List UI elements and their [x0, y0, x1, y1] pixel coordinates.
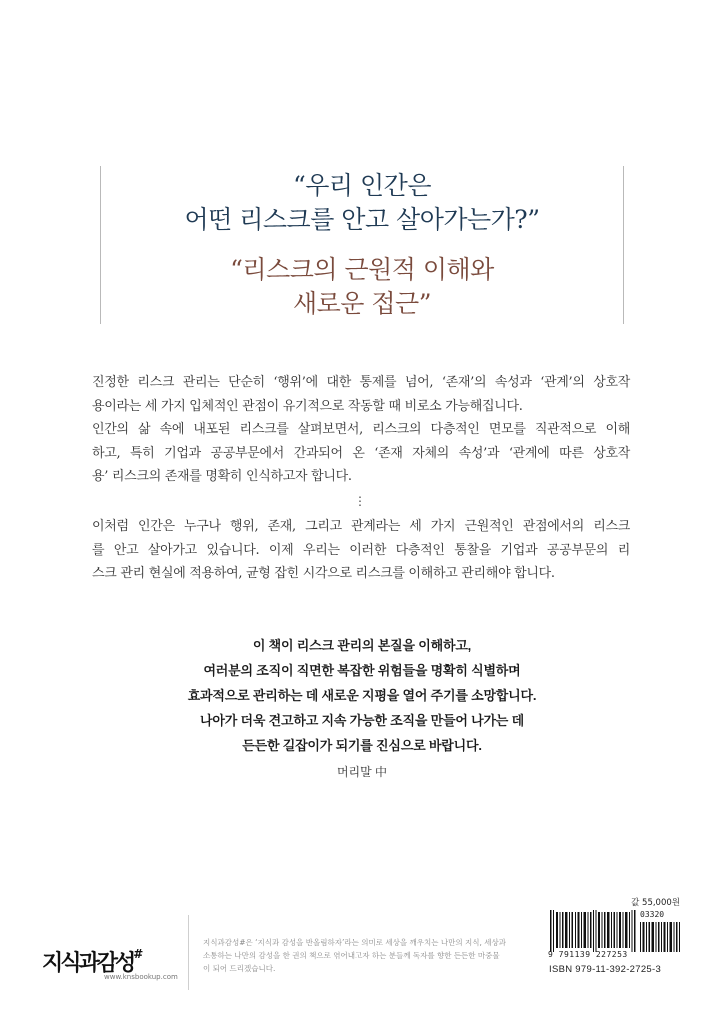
barcode-addon-code: 03320: [640, 910, 665, 919]
body-line: 하고, 특히 기업과 공공부문에서 간과되어 온 ‘존재 자체의 속성’과 ‘관계에 따른 상호작: [92, 445, 630, 461]
body-line: 진정한 리스크 관리는 단순히 ‘행위’에 대한 통제를 넘어, ‘존재’의 속성과 ‘관계’의 상호작: [92, 375, 630, 390]
publisher-note-line: 이 되어 드리겠습니다.: [203, 964, 276, 973]
footer-divider: [188, 915, 189, 990]
body-line: 용이라는 세 가지 입체적인 관점이 유기적으로 작동할 때 비로소 가능해집니다.: [92, 398, 523, 414]
body-line: 스크 관리 현실에 적용하여, 균형 잡힌 시각으로 리스크를 이해하고 관리해야 합니다.: [92, 566, 555, 581]
body-line: 인간의 삶 속에 내포된 리스크를 살펴보면서, 리스크의 다층적인 면모를 직관적으로 이해: [92, 422, 630, 437]
quote-box: [100, 166, 624, 324]
publisher-note-line: 소통하는 나만의 감성을 한 권의 책으로 엮어내고자 하는 분들께 독자를 향한 든든한 마중물: [203, 951, 500, 960]
body-paragraph-1: [92, 371, 630, 489]
body-paragraph-2: [92, 515, 630, 586]
barcode-number: 9 791139 227253: [548, 950, 628, 959]
body-line: 이처럼 인간은 누구나 행위, 존재, 그리고 관계라는 세 가지 근원적인 관점에서의 리스크: [92, 519, 630, 534]
ellipsis-mark: ⋮: [354, 494, 366, 508]
body-line: 를 안고 살아가고 있습니다. 이제 우리는 이러한 다층적인 통찰을 기업과 공공부문의 리: [92, 542, 630, 558]
headline-quote-1: “우리 인간은 어떤 리스크를 안고 살아가는가?”: [184, 171, 540, 234]
publisher-logo-mark: #: [133, 947, 144, 961]
headline-quote-2: “리스크의 근원적 이해와 새로운 접근”: [230, 255, 494, 318]
publisher-website: www.knsbookup.com: [104, 973, 178, 981]
closing-line: 든든한 길잡이가 되기를 진심으로 바랍니다.: [242, 738, 482, 753]
publisher-logo-text: 지식과감성: [42, 951, 134, 976]
publisher-note-line: 지식과감성#은 ‘지식과 감성을 반올림하자’라는 의미로 세상을 깨우치는 나만의 지식, 세상과: [203, 938, 506, 947]
source-caption: 머리말 中: [336, 765, 388, 779]
closing-line: 효과적으로 관리하는 데 새로운 지평을 열어 주기를 소망합니다.: [187, 688, 537, 703]
body-line: 용’ 리스크의 존재를 명확히 인식하고자 합니다.: [92, 469, 352, 484]
closing-statement: [100, 633, 624, 758]
publisher-note: [203, 936, 528, 975]
closing-line: 이 책이 리스크 관리의 본질을 이해하고,: [252, 638, 472, 653]
price-label: 값 55,000원: [631, 898, 680, 908]
closing-line: 나아가 더욱 견고하고 지속 가능한 조직을 만들어 나가는 데: [200, 713, 524, 728]
closing-line: 여러분의 조직이 직면한 복잡한 위험들을 명확히 식별하며: [203, 663, 521, 678]
isbn-label: ISBN 979-11-392-2725-3: [549, 964, 662, 975]
